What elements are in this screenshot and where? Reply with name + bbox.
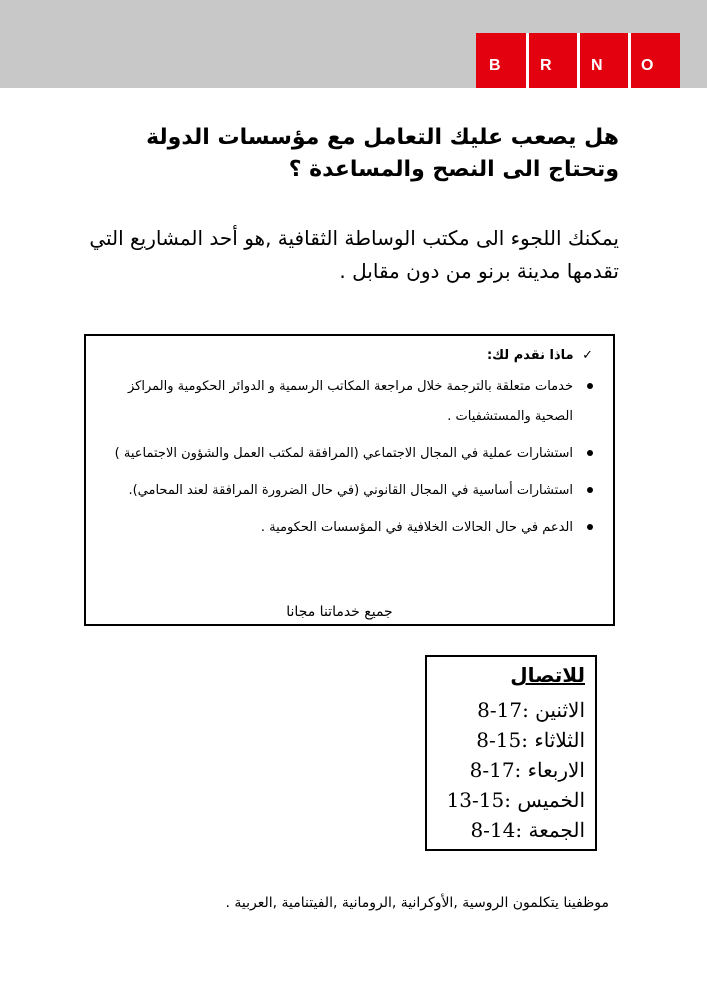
hours-value: 8-14 [470,818,516,842]
services-heading-label: ماذا نقدم لك: [486,348,574,363]
languages-note: موظفينا يتكلمون الروسية ,الأوكرانية ,الرومانية ,الفيتنامية ,العربية . [225,895,609,911]
hours-row: الاثنين :8-17 [477,698,585,722]
day-label: الاثنين [535,698,585,722]
header-band [0,0,707,88]
hours-row: الثلاثاء :8-15 [476,728,585,752]
list-item [113,476,593,506]
day-label: الاربعاء [527,758,585,782]
day-label: الثلاثاء [534,728,585,752]
day-label: الجمعة [528,818,585,842]
logo-letter-r: R [540,57,552,74]
bullet-icon [587,487,593,493]
free-services-note [84,604,615,620]
service-text: الدعم في حال الحالات الخلافية في المؤسسات الحكومية . [260,520,573,535]
hours-row: الخميس :13-15 [446,788,585,812]
logo-letter-b: B [489,57,501,74]
page-title: هل يصعب عليك التعامل مع مؤسسات الدولة وتحتاج الى النصح والمساعدة ؟ [146,125,619,182]
contact-title: للاتصال [510,663,585,687]
hours-row: الاربعاء :8-17 [469,758,585,782]
service-text: استشارات أساسية في المجال القانوني (في حال الضرورة المرافقة لعند المحامي). [128,483,573,498]
list-item [113,439,593,469]
hours-value: 8-17 [469,758,515,782]
bullet-icon [587,524,593,530]
free-services-text: جميع خدماتنا مجانا [286,604,393,620]
logo-divider [526,33,529,88]
services-list [113,372,593,550]
service-text: خدمات متعلقة بالترجمة خلال مراجعة المكاتب الرسمية و الدوائر الحكومية والمراكز الصحية والمستشفيات . [127,379,573,424]
intro-paragraph: يمكنك اللجوء الى مكتب الوساطة الثقافية ,هو أحد المشاريع التي تقدمها مدينة برنو من دون مقابل . [89,226,619,283]
logo-divider [628,33,631,88]
logo-divider [577,33,580,88]
contact-hours-list [447,695,585,845]
hours-value: 8-17 [477,698,523,722]
services-box [84,334,615,626]
service-text: استشارات عملية في المجال الاجتماعي (المرافقة لمكتب العمل والشؤون الاجتماعية ) [114,446,573,461]
list-item [113,372,593,432]
check-icon: ✓ [582,348,593,363]
bullet-icon [587,383,593,389]
hours-value: 8-15 [476,728,522,752]
bullet-icon [587,450,593,456]
logo-letter-n: N [591,57,603,74]
day-label: الخميس [517,788,585,812]
logo-letter-o: O [641,57,654,74]
hours-row: الجمعة :8-14 [470,818,585,842]
hours-value: 13-15 [446,788,505,812]
contact-box [425,655,597,851]
list-item [113,513,593,543]
services-heading [487,348,593,363]
brno-logo [476,33,680,88]
